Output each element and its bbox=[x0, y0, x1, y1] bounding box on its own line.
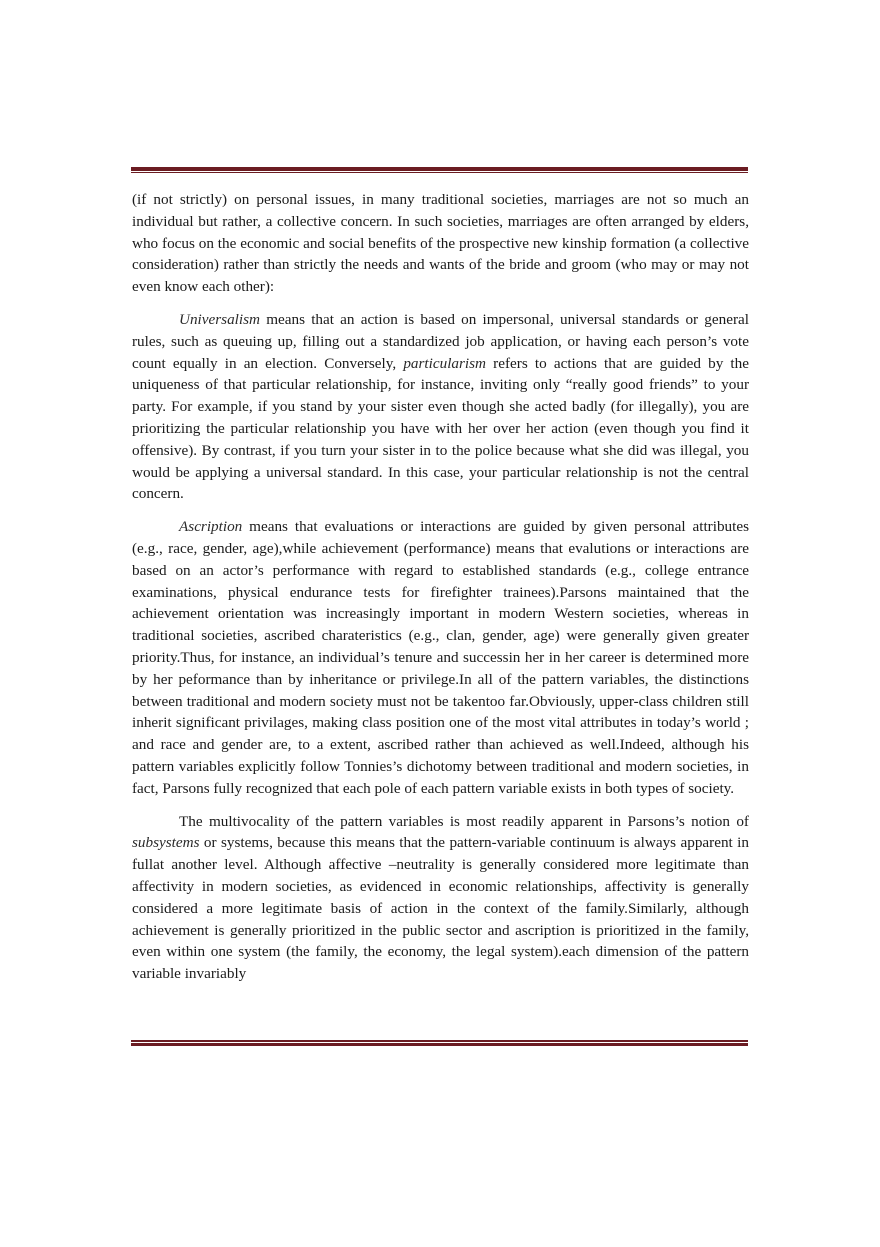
page-body bbox=[132, 189, 749, 996]
term-universalism: Universalism bbox=[179, 310, 260, 328]
header-rule bbox=[131, 167, 748, 173]
term-particularism: particularism bbox=[403, 354, 487, 372]
paragraph-2-text-b: refers to actions that are guided by the uniqueness of that particular relationship, for instance, inviting only “really good friends” to your party. For example, if you stand by your sister even though she acted badly (for illegally), you are prioritizing the particular relationship you have with her over her action (even though you find it offensive). By contrast, if you turn your sister in to the police because what she did was illegal, you would be applying a universal standard. In this case, your particular relationship is not the central concern. bbox=[132, 354, 749, 503]
paragraph-2 bbox=[132, 309, 749, 505]
footer-rule bbox=[131, 1040, 748, 1046]
term-subsystems: subsystems bbox=[132, 834, 200, 852]
term-ascription: Ascription bbox=[179, 518, 243, 536]
paragraph-1 bbox=[132, 189, 749, 298]
paragraph-1-text: (if not strictly) on personal issues, in many traditional societies, marriages are not so much an individual but rather, a collective concern. In such societies, marriages are often arranged by elders, who focus on the economic and social benefits of the prospective new kinship formation (a collective consideration) rather than strictly the needs and wants of the bride and groom (who may or may not even know each other): bbox=[132, 191, 749, 296]
paragraph-4 bbox=[132, 811, 749, 985]
paragraph-3-text: means that evaluations or interactions are guided by given personal attributes (e.g., race, gender, age),while achievement (performance) means that evalutions or interactions are based on an actor’s performance with regard to established standards (e.g., college entrance examinations, physical endurance tests for firefighter trainees).Parsons maintained that the achievement orientation was increasingly important in modern Western societies, whereas in traditional societies, ascribed charateristics (e.g., clan, gender, age) were generally given greater priority.Thus, for instance, an individual’s tenure and successin her in her career is determined more by her peformance than by inheritance or privilege.In all of the pattern variables, the distinctions between traditional and modern society must not be takentoo far.Obviously, upper-class children still inherit significant privilages, making class position one of the most vital attributes in today’s world ; and race and gender are, to a extent, ascribed rather than achieved as well.Indeed, although his pattern variables explicitly follow Tonnies’s dichotomy between traditional and modern societies, in fact, Parsons fully recognized that each pole of each pattern variable exists in both types of society. bbox=[132, 518, 749, 797]
paragraph-4-text-a: The multivocality of the pattern variables is most readily apparent in Parsons’s notion of bbox=[179, 812, 749, 830]
paragraph-3 bbox=[132, 516, 749, 799]
paragraph-4-text-b: or systems, because this means that the pattern-variable continuum is always apparent in fullat another level. Although affective –neutrality is generally considered more legitimate than affectivity in modern societies, as evidenced in economic relationships, affectivity is generally considered a more legitimate basis of action in the context of the family.Similarly, although achievement is generally prioritized in the public sector and ascription is prioritized in the family, even within one system (the family, the economy, the legal system).each dimension of the pattern variable invariably bbox=[132, 834, 749, 983]
paragraph-2-text-a: means that an action is based on impersonal, universal standards or general rules, such as queuing up, filling out a standardized job application, or having each person’s vote count equally in an election. Conversely, bbox=[132, 310, 749, 372]
